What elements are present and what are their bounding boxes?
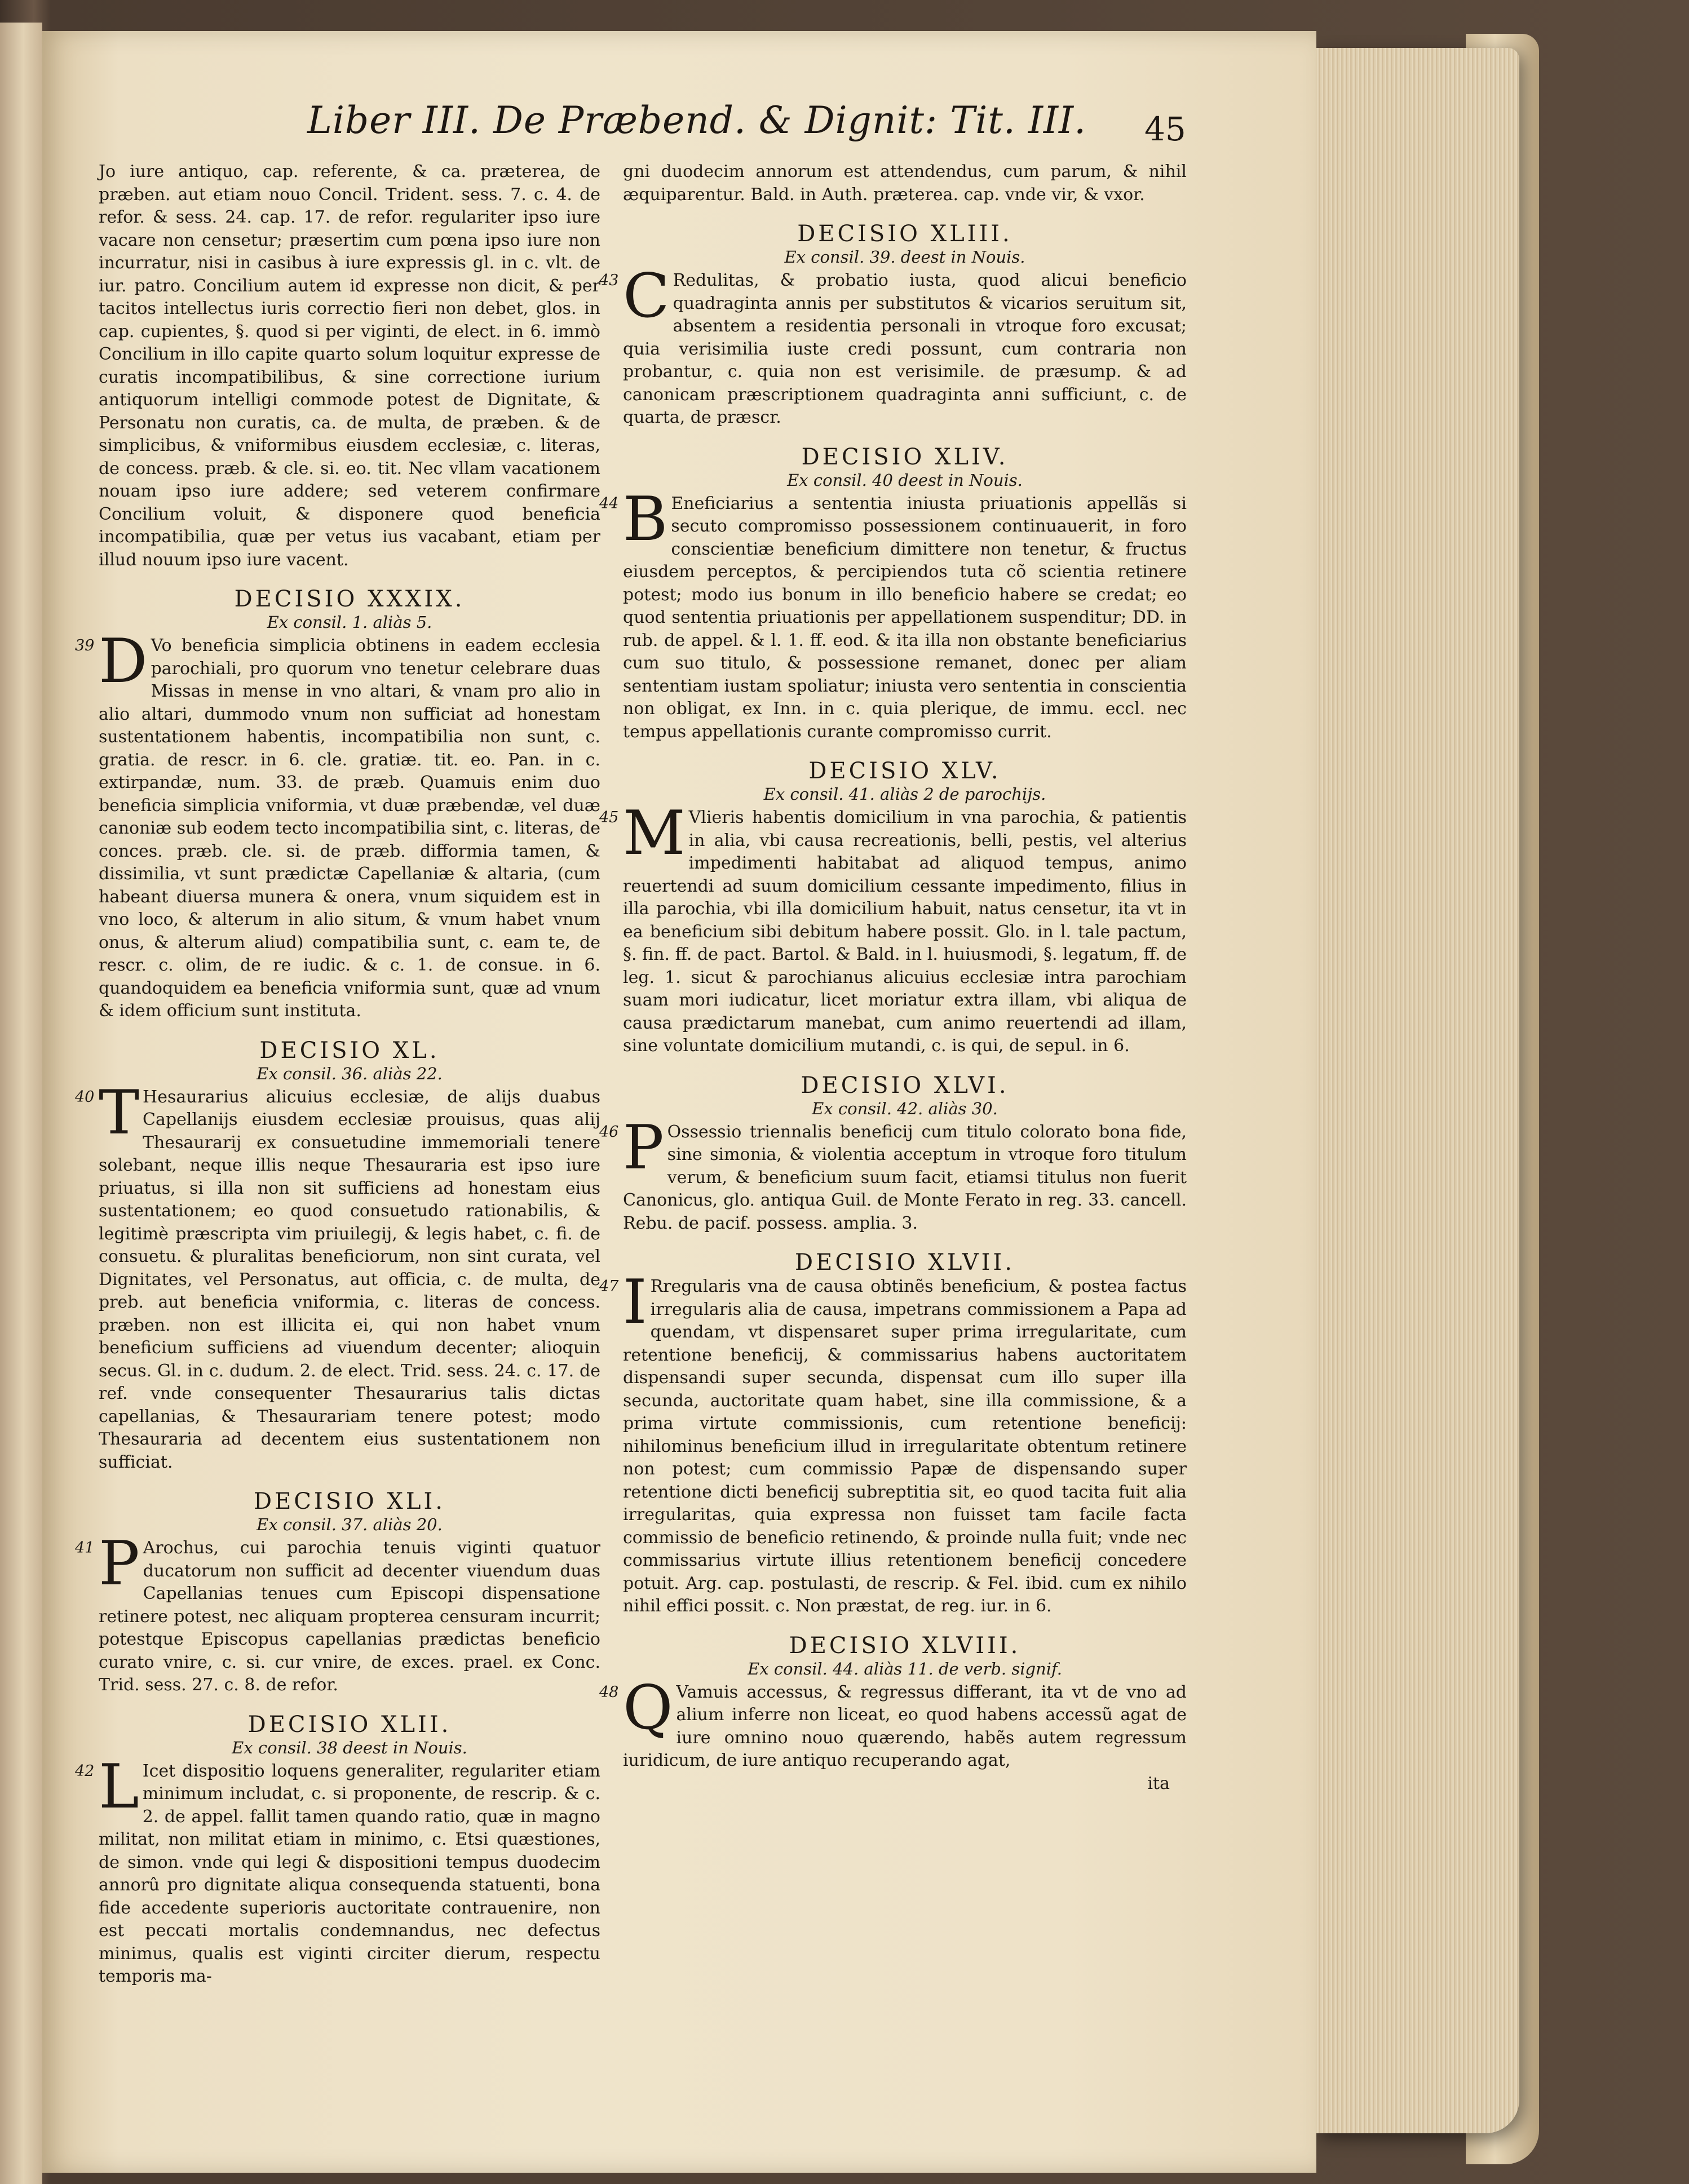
decision-list xyxy=(75,586,600,1988)
drop-initial: T xyxy=(99,1077,140,1148)
decision-body-text: Rregularis vna de causa obtinẽs beneficium, & postea factus irregularis alia de causa, impetrans commissionem a Papa ad quendam, vt dispensaret super prima irregularitate, cum retentione beneficij, & commissarius habens auctoritatem dispensandi super secunda, dispensat cum illo super illa secunda, auctoritate quam habet, sine illa commissione, & a prima virtute commissionis, cum retentione beneficij: nihilominus beneficium illud in irregularitate obtentum retinere non potest; cum commissio Papæ de dispensando super retentione dicti beneficij subreptitia sit, eo quod tacita fuit alia irregularitas, quia expressa non fuisset tam facile facta commissio de beneficio retinendo, & proinde nulla fuit; vnde nec commissarius virtute illius retentionem beneficij concedere potuit. Arg. cap. postulasti, de rescrip. & Fel. ibid. cum ex nihilo nihil effici possit. c. Non præstat, de reg. iur. in 6. xyxy=(623,1277,1187,1616)
decision-text-block xyxy=(75,1529,600,1697)
decision-source: Ex consil. 42. aliàs 30. xyxy=(812,1098,998,1118)
drop-initial: M xyxy=(623,798,686,869)
margin-number: 39 xyxy=(75,637,95,654)
decision-source: Ex consil. 37. aliàs 20. xyxy=(257,1515,443,1534)
decision-text-block xyxy=(75,1077,600,1474)
decision-text-block xyxy=(599,798,1187,1058)
decision-text-block xyxy=(599,1267,1187,1618)
decision-body-text: Arochus, cui parochia tenuis viginti quatuor ducatorum non sufficit ad decenter viuendum duas Capellanias tenues cum Episcopi dispensatione retinere potest, nec aliquam propterea censuram incurrit; potestque Episcopus capellanias prædictas beneficio curato vnire, c. si. cur vnire, de exces. prael. ex Conc. Trid. sess. 27. c. 8. de refor. xyxy=(99,1538,600,1695)
decision-title: DECISIO XLV. xyxy=(808,758,1001,784)
decision-section xyxy=(599,1632,1187,1773)
decision-body-text: Vo beneficia simplicia obtinens in eadem ecclesia parochiali, pro quorum vno tenetur celebrare duas Missas in mense in vno altari, & vnam pro alio in alio altari, dummodo vnum non sufficiat ad honestam sustentationem habentis, incompatibilia non sunt, c. gratia. de rescr. in 6. cle. gratiæ. tit. eo. Pan. in c. extirpandæ, num. 33. de præb. Quamuis enim duo beneficia simplicia vniformia, vt duæ præbendæ, vel duæ canoniæ sub eodem tecto incompatibilia sint, c. literas, de conces. præb. cle. si. de præb. difformia tamen, & dissimilia, vt sunt prædictæ Capellaniæ & altaria, (cum habeant diuersa munera & onera, vnum siquidem est in vno loco, & alterum in alio situm, & vnum habet vnum onus, & alterum aliud) compatibilia sunt, c. eam te, de rescr. c. olim, de re iudic. & c. 1. de consue. in 6. quandoquidem ea beneficia vniformia sunt, quæ ad vnum & idem officium sunt instituta. xyxy=(99,636,600,1021)
decision-section xyxy=(75,1711,600,1988)
book-page xyxy=(42,31,1316,2173)
drop-initial: B xyxy=(623,484,668,555)
decision-title: DECISIO XXXIX. xyxy=(234,586,465,612)
margin-number: 43 xyxy=(599,272,619,289)
decision-body xyxy=(99,1751,600,1988)
decision-section xyxy=(75,1037,600,1474)
decision-list xyxy=(599,221,1187,1773)
decision-text-block xyxy=(599,261,1187,429)
decision-body xyxy=(623,1267,1187,1618)
margin-number: 40 xyxy=(75,1088,95,1106)
continued-paragraph: gni duodecim annorum est attendendus, cum parum, & nihil æquiparentur. Bald. in Auth. præterea. cap. vnde vir, & vxor. xyxy=(623,162,1187,205)
continued-paragraph: Jo iure antiquo, cap. referente, & ca. præterea, de præben. aut etiam nouo Concil. Trident. sess. 7. c. 4. de refor. & sess. 24. cap. 17. de refor. regulariter ipso iure vacare non censetur; præsertim cum pœna ipso iure non incurratur, nisi in casibus à iure expressis gl. in c. vlt. de iur. patro. Concilium autem id expresse non dicit, & per tacitos intellectus iuris correctio fieri non debet, glos. in cap. cupientes, §. quod si per viginti, de elect. in 6. immò Concilium in illo capite quarto solum loquitur expresse de curatis incompatibilibus, & sine correctione iurium antiquorum intelligi commode potest de Dignitate, & Personatu non curatis, ca. de multa, de præben. & de simplicibus, & vniformibus eiusdem ecclesiæ, c. literas, de concess. præb. & cle. si. eo. tit. Nec vllam vacationem nouam ipso iure addere; sed veterem confirmare Concilium voluit, & disponere quod beneficia incompatibilia, quæ per vetus ius vacabant, etiam per illud nouum ipso iure vacent. xyxy=(99,162,600,570)
decision-title: DECISIO XLIV. xyxy=(801,444,1009,470)
decision-body xyxy=(99,626,600,1023)
decision-body-text: Ossessio triennalis beneficij cum titulo colorato bona fide, sine simonia, & violentia acceptum in vtroque foro titulum verum, & beneficium suum facit, etiamsi titulus non fuerit Canonicus, glo. antiqua Guil. de Monte Ferato in reg. 33. cancell. Rebu. de pacif. possess. amplia. 3. xyxy=(623,1122,1187,1233)
decision-section xyxy=(599,1250,1187,1618)
page-block-edges xyxy=(1316,48,1519,2133)
decision-title: DECISIO XLVII. xyxy=(795,1250,1015,1275)
decision-section xyxy=(75,1489,600,1697)
decision-source: Ex consil. 41. aliàs 2 de parochijs. xyxy=(763,785,1046,804)
decision-title: DECISIO XLVIII. xyxy=(789,1632,1021,1659)
decision-text-block xyxy=(599,484,1187,744)
decision-body xyxy=(623,261,1187,429)
decision-source: Ex consil. 1. aliàs 5. xyxy=(267,613,432,632)
drop-initial: L xyxy=(99,1751,139,1822)
decision-text-block xyxy=(75,1751,600,1988)
margin-number: 48 xyxy=(599,1683,619,1701)
decision-body-text: Eneficiarius a sententia iniusta priuationis appellãs si secuto compromisso possessionem continuauerit, in foro conscientiæ beneficium dimittere non tenetur, & fructus eiusdem perceptos, & percipiendos tuta cõ scientia retinere potest; modo ius bonum in illo beneficio habere se credat; eo quod sententia priuationis per appellationem suspenditur; DD. in rub. de appel. & l. 1. ff. eod. & ita illa non obstante beneficiarius cum suo titulo, & possessione remanet, donec per aliam sententiam iustam spoliatur; iniusta vero sententia in conscientia non obligat, ex Inn. in c. quia plerique, de immu. eccl. nec tempus appellationis curante compromisso currit. xyxy=(623,493,1187,742)
drop-initial: I xyxy=(623,1267,647,1337)
decision-body-text: Vamuis accessus, & regressus differant, ita vt de vno ad alium inferre non liceat, eo quod habens accessũ agat de iure omnino nouo quærendo, habẽs autem regressum iuridicum, de iure antiquo recuperando agat, xyxy=(623,1682,1187,1770)
running-title: Liber III. De Præbend. & Dignit: Tit. III. xyxy=(307,99,1087,142)
decision-title: DECISIO XL. xyxy=(259,1037,440,1064)
decision-title: DECISIO XLVI. xyxy=(801,1072,1009,1098)
decision-section xyxy=(599,758,1187,1058)
margin-number: 46 xyxy=(599,1123,619,1141)
margin-number: 42 xyxy=(75,1762,95,1780)
right-column xyxy=(599,161,1187,1795)
decision-title: DECISIO XLIII. xyxy=(797,221,1012,247)
decision-title: DECISIO XLI. xyxy=(254,1489,445,1514)
decision-body-text: Hesaurarius alicuius ecclesiæ, de alijs duabus Capellanijs eiusdem ecclesiæ prouisus, quas alij Thesaurarij ex consuetudine immemoriali tenere solebant, neque illis neque Thesauraria est ipso iure priuatus, si illa non sit sufficiens ad honestam eius sustentationem; eo quod consuetudo rationabilis, & legitimè præscripta vim priuilegij, & legis habet, c. fi. de consuetu. & pluralitas beneficiorum, non sint curata, vel Dignitates, vel Personatus, aut officia, c. de multa, de preb. aut beneficia vniformia, c. literas de concess. præben. non est illicita ei, qui non habet vnum beneficium sufficiens ad viuendum decenter; alioquin secus. Gl. in c. dudum. 2. de elect. Trid. sess. 24. c. 17. de ref. vnde consequenter Thesaurarius talis dictas capellanias, & Thesaurariam tenere potest; modo Thesauraria ad decentem eius sustentationem non sufficiat. xyxy=(99,1087,600,1472)
decision-section xyxy=(599,1072,1187,1235)
margin-number: 45 xyxy=(599,809,619,826)
left-column xyxy=(75,161,600,1988)
drop-initial: D xyxy=(99,626,148,697)
decision-text-block xyxy=(599,1672,1187,1773)
decision-section xyxy=(75,586,600,1023)
decision-section xyxy=(599,221,1187,429)
decision-source: Ex consil. 44. aliàs 11. de verb. signif. xyxy=(748,1659,1062,1678)
decision-source: Ex consil. 36. aliàs 22. xyxy=(257,1064,443,1083)
decision-body-text: Redulitas, & probatio iusta, quod alicui beneficio quadraginta annis per substitutos & vicarios seruitum sit, absentem a residentia personali in vtroque foro excusat; quia verisimilia iuste credi possunt, cum contraria non probantur, c. quia non est verisimile. de præsump. & ad canonicam præscriptionem quadraginta anni sufficiunt, c. de quarta, de præscr. xyxy=(623,271,1187,427)
margin-number: 44 xyxy=(599,494,619,512)
decision-body xyxy=(623,1672,1187,1773)
decision-title: DECISIO XLII. xyxy=(247,1711,452,1738)
drop-initial: Q xyxy=(623,1672,673,1743)
catchword: ita xyxy=(1147,1773,1170,1793)
decision-body xyxy=(99,1077,600,1474)
decision-source: Ex consil. 38 deest in Nouis. xyxy=(232,1738,467,1757)
facing-page-edge xyxy=(0,23,42,2184)
margin-number: 47 xyxy=(599,1278,619,1295)
decision-body xyxy=(623,1112,1187,1235)
decision-body-text: Icet dispositio loquens generaliter, regulariter etiam minimum includat, c. si proponente, de rescrip. & c. 2. de appel. fallit tamen quando ratio, quæ in magno militat, non militat etiam in minimo, c. Etsi quæstiones, de simon. vnde qui legi & dispositioni tempus duodecim annorû pro dignitate aliqua consequenda statuenti, bona fide accedente superioris auctoritate contrauenire, non est peccati mortalis condemnandus, nec defectus minimus, qualis est viginti circiter dierum, respectu temporis ma- xyxy=(99,1761,600,1986)
decision-body xyxy=(623,484,1187,744)
decision-body xyxy=(623,798,1187,1058)
decision-body-text: Vlieris habentis domicilium in vna parochia, & patientis in alia, vbi causa recreationis, belli, pestis, vel alterius impedimenti habitabat ad aliquod tempus, animo reuertendi ad suum domicilium cessante impedimento, filius in illa parochia, vbi illa domicilium habuit, natus censetur, ita vt in ea beneficium sibi debitum habere possit. Glo. in l. tale pactum, §. fin. ff. de pact. Bartol. & Bald. in l. huiusmodi, §. legatum, ff. de leg. 1. sicut & parochianus alicuius ecclesiæ intra parochiam suam mori iudicatur, licet moriatur extra illam, vbi aliqua de causa prædictarum manebat, cum animo reuertendi ad illam, sine voluntate domicilium mutandi, c. is qui, de sepul. in 6. xyxy=(623,808,1187,1056)
page-number: 45 xyxy=(1144,110,1186,148)
decision-source: Ex consil. 40 deest in Nouis. xyxy=(787,470,1023,490)
decision-body xyxy=(99,1529,600,1697)
margin-number: 41 xyxy=(75,1539,95,1557)
decision-text-block xyxy=(75,626,600,1023)
drop-initial: P xyxy=(623,1112,664,1183)
decision-text-block xyxy=(599,1112,1187,1235)
drop-initial: P xyxy=(99,1529,140,1599)
decision-section xyxy=(599,444,1187,744)
drop-initial: C xyxy=(623,261,670,331)
decision-source: Ex consil. 39. deest in Nouis. xyxy=(784,247,1025,267)
